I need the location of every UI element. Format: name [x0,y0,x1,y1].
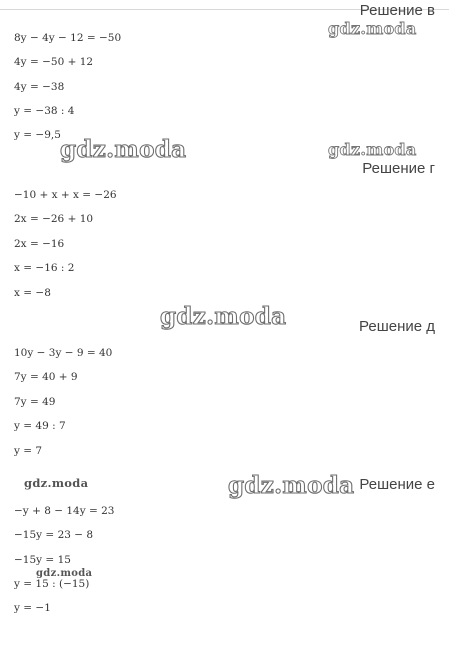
equation-line: 4y = −38 [14,81,65,93]
equation-line: y = −9,5 [14,129,61,141]
watermark-logo: gdz.moda [24,476,89,490]
watermark-logo: gdz.moda [160,303,287,330]
equation-line: x = −8 [14,287,51,299]
equation-line: 4y = −50 + 12 [14,56,94,68]
watermark-logo: gdz.moda [36,568,93,579]
watermark-logo: gdz.moda [328,140,417,159]
equation-line: 8y − 4y − 12 = −50 [14,32,122,44]
equation-line: −15y = 23 − 8 [14,529,94,541]
equation-line: y = −38 : 4 [14,105,75,117]
solution-heading-d: Решение д [359,318,435,335]
solution-heading-v: Решение в [359,2,435,19]
watermark-logo: gdz.moda [228,472,355,499]
equation-line: y = 49 : 7 [14,420,66,432]
equation-line: x = −16 : 2 [14,262,75,274]
equation-line: y = −1 [14,602,51,614]
equation-line: 7y = 40 + 9 [14,371,78,383]
equation-line: 2x = −16 [14,238,65,250]
equation-line: −y + 8 − 14y = 23 [14,505,115,517]
equation-line: −15y = 15 [14,554,71,566]
equation-line: −10 + x + x = −26 [14,189,117,201]
solution-heading-g: Решение г [362,160,435,177]
equation-line: 10y − 3y − 9 = 40 [14,347,113,359]
solution-heading-e: Решение е [359,476,435,493]
equation-line: 7y = 49 [14,396,56,408]
equation-line: 2x = −26 + 10 [14,213,94,225]
equation-line: y = 15 : (−15) [14,578,90,590]
watermark-logo: gdz.moda [328,19,417,38]
equation-line: y = 7 [14,445,43,457]
watermark-logo: gdz.moda [60,136,187,163]
